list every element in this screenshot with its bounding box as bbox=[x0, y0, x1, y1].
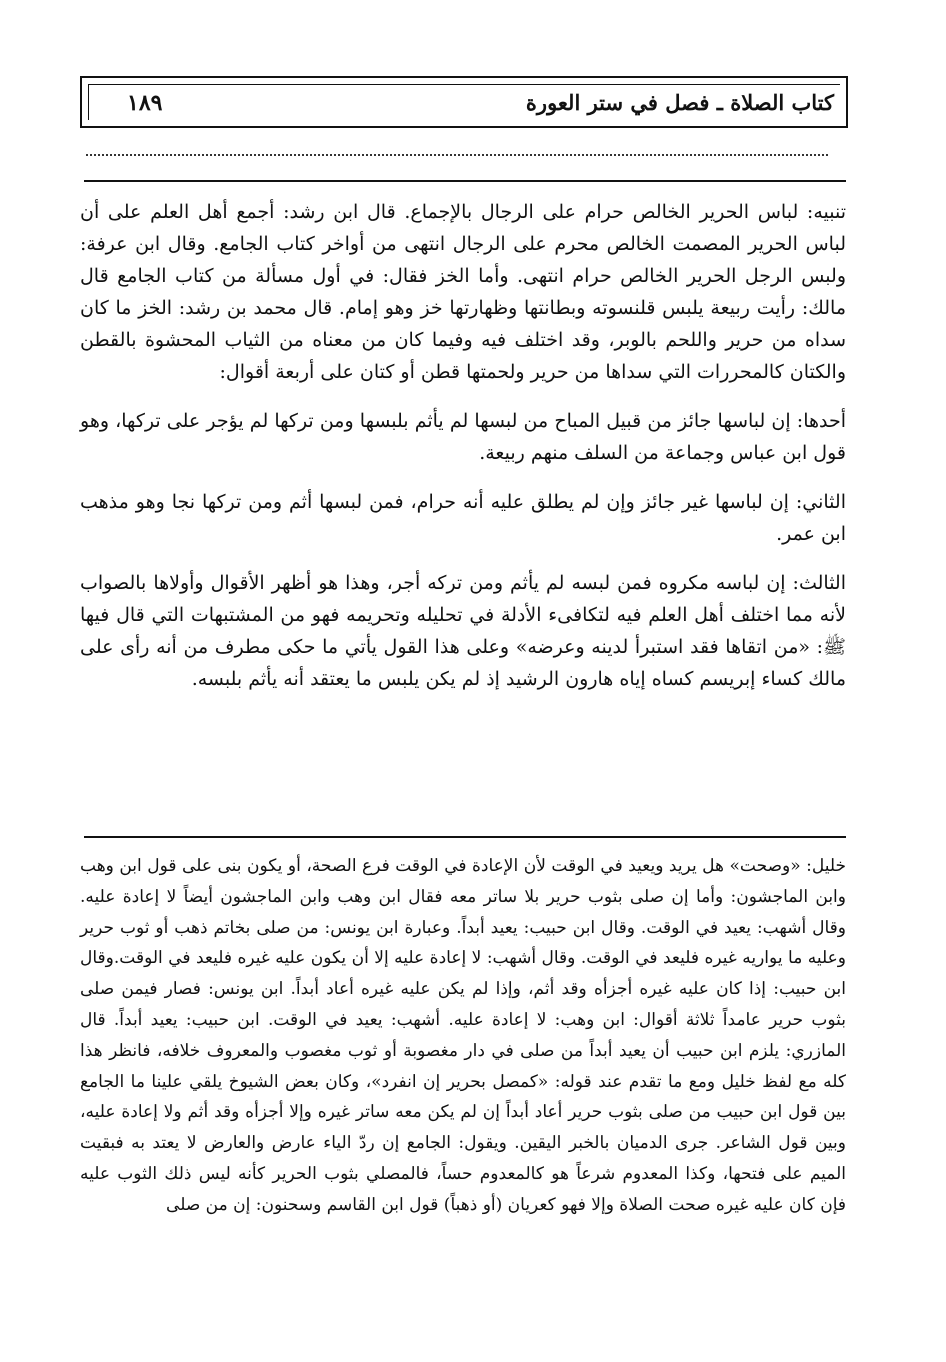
commentary bbox=[80, 851, 846, 1221]
running-header-inner bbox=[88, 84, 840, 120]
paragraph-third-opinion: الثالث: إن لباسه مكروه فمن لبسه لم يأثم ومن تركه أجر، وهذا هو أظهر الأقوال وأولاها بالصواب لأنه مما اختلف أهل العلم فيه لتكافىء الأدلة في تحليله وتحريمه فهو من المشتبهات التي قال فيها ﷺ: «من اتقاها فقد استبرأ لدينه وعرضه» وعلى هذا القول يأتي ما حكى مطرف من أنه رأى على مالك كساء إبريسم كساه إياه هارون الرشيد إذ لم يكن يلبس ما يعتقد أنه يأثم بلبسه. bbox=[80, 572, 846, 690]
chapter-title: كتاب الصلاة ـ فصل في ستر العورة bbox=[525, 90, 834, 115]
paragraph-tanbih: تنبيه: لباس الحرير الخالص حرام على الرجال بالإجماع. قال ابن رشد: أجمع أهل العلم على أن لباس الحرير المصمت الخالص محرم على الرجال انتهى من أواخر كتاب الجامع. وقال ابن عرفة: ولبس الرجل الحرير الخالص حرام انتهى. وأما الخز فقال: في أول مسألة من كتاب الجامع قال مالك: رأيت ربيعة يلبس قلنسوته وبطانتها وظهارتها خز وهو إمام. قال محمد بن رشد: الخز ما كان سداه من حرير واللحم بالوبر، وقد اختلف فيه وفيما كان من معناه من الثياب المحشوة بالقطن والكتان كالمحررات التي سداها من حرير ولحمتها قطن أو كتان على أربعة أقوال: bbox=[80, 201, 846, 383]
main-text bbox=[80, 196, 846, 712]
commentary-text: خليل: «وصحت» هل يريد ويعيد في الوقت لأن الإعادة في الوقت فرع الصحة، أو يكون بنى على قول ابن وهب وابن الماجشون: وأما إن صلى بثوب حرير بلا ساتر معه فقال ابن وهب وابن الماجشون أيضاً لا إعادة عليه. وقال أشهب: يعيد في الوقت. وقال ابن حبيب: يعيد أبداً. وعبارة ابن يونس: من صلى بخاتم ذهب أو ثوب حرير وعليه ما يواريه غيره فليعد في الوقت. وقال أشهب: لا إعادة عليه إلا أن يكون عليه غيره فليعد في الوقت.وقال ابن حبيب: إذا كان عليه غيره أجزأه وقد أثم، وإذا لم يكن عليه غيره أعاد أبداً. ابن يونس: فصار فيمن صلى بثوب حرير عامداً ثلاثة أقوال: ابن وهب: لا إعادة عليه. أشهب: يعيد في الوقت. ابن حبيب: يعيد أبداً. قال المازري: يلزم ابن حبيب أن يعيد أبداً من صلى في دار مغصوبة أو ثوب مغصوب والمعروف خلافه، فانظر هذا كله مع لفظ خليل ومع ما تقدم عند قوله: «كمصل بحرير إن انفرد»، وكان بعض الشيوخ يلقي علينا ما الجامع بين قول ابن حبيب من صلى بثوب حرير أعاد أبداً إن لم يكن معه ساتر غيره وإلا أجزأه وقد أثم ولا إعادة عليه، وبين قول الشاعر. جرى الدميان بالخبر اليقين. ويقول: الجامع إن ردّ الياء عارض والعارض لا يعتد به فبقيت الميم على فتحها، وكذا المعدوم شرعاً هو كالمعدوم حساً، فالمصلي بثوب الحرير كأنه ليس ذلك الثوب عليه فإن كان عليه غيره صحت الصلاة وإلا فهو كعريان (أو ذهباً) قول ابن القاسم وسحنون: إن من صلى bbox=[80, 856, 847, 1215]
paragraph-second-opinion: الثاني: إن لباسها غير جائز وإن لم يطلق عليه أنه حرام، فمن لبسها أثم ومن تركها نجا وهو مذهب ابن عمر. bbox=[80, 491, 846, 545]
dotted-separator bbox=[86, 146, 828, 156]
paragraph-first-opinion: أحدها: إن لباسها جائز من قبيل المباح من لبسها لم يأثم بلبسها ومن تركها لم يؤجر على تركها، وهو قول ابن عباس وجماعة من السلف منهم ربيعة. bbox=[80, 410, 846, 464]
footnote-rule bbox=[84, 836, 846, 838]
running-header bbox=[80, 76, 848, 128]
top-rule bbox=[84, 180, 846, 182]
page-number: ١٨٩ bbox=[127, 89, 163, 116]
